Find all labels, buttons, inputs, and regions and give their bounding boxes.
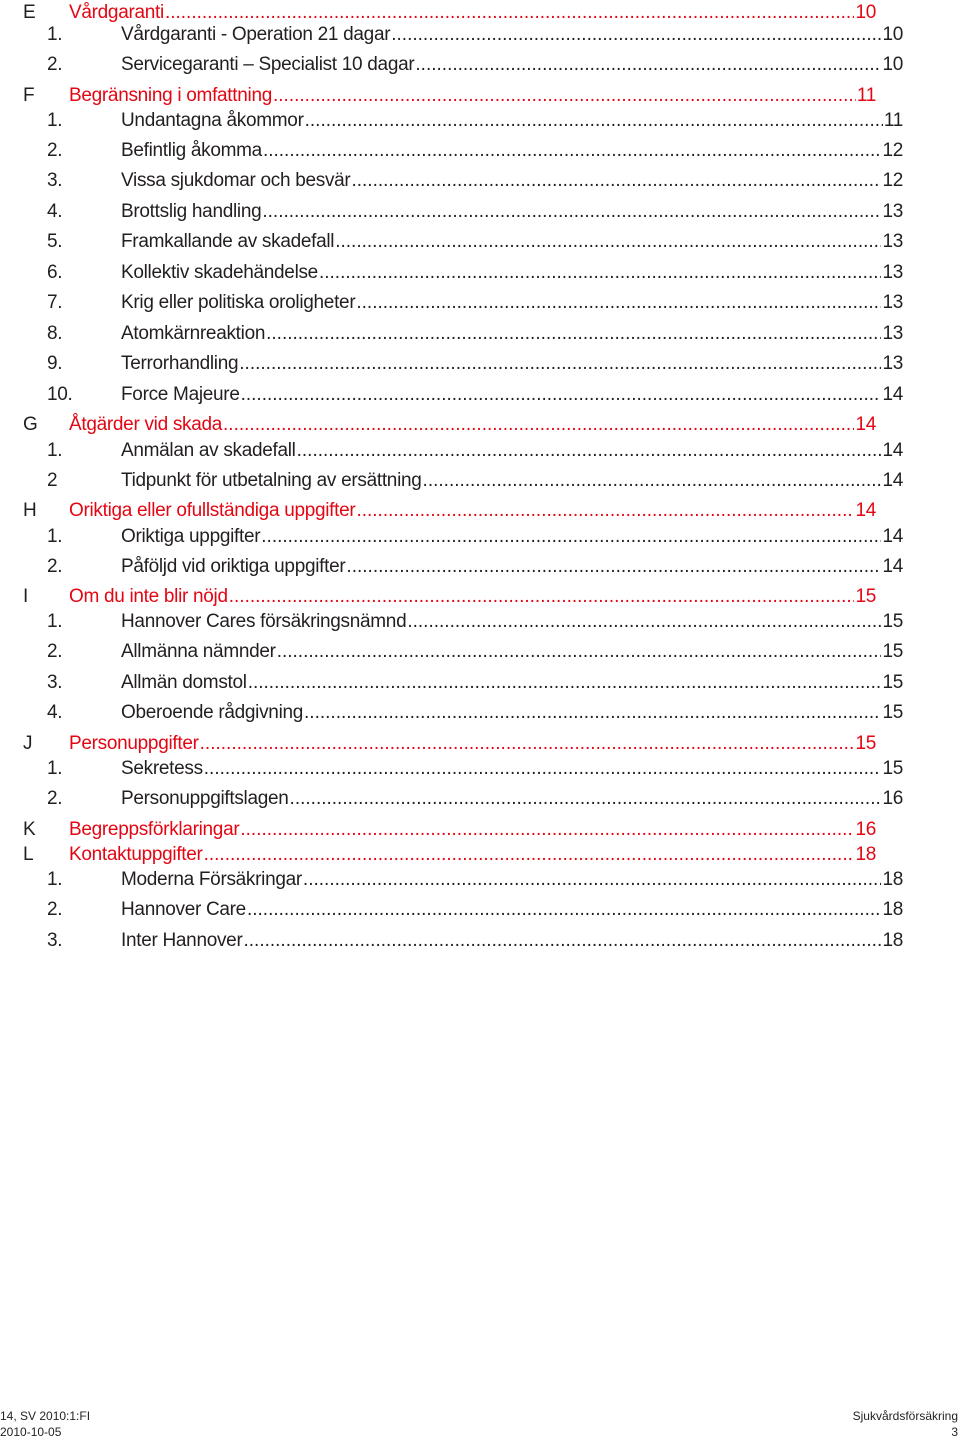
- toc-entry[interactable]: [121, 928, 903, 954]
- dot-leader: [204, 756, 882, 782]
- toc-page-number: 14: [855, 500, 876, 521]
- toc-entry-label: Personuppgifter: [69, 733, 199, 754]
- toc-item-number: 1.: [47, 758, 63, 779]
- dot-leader: [305, 108, 883, 134]
- dot-leader: [304, 700, 881, 726]
- footer-date: 2010-10-05: [0, 1425, 62, 1439]
- toc-entry-label: Om du inte blir nöjd: [69, 586, 228, 607]
- toc-item-number: 1.: [47, 526, 63, 547]
- toc-page-number: 18: [882, 869, 903, 890]
- toc-page-number: 14: [882, 556, 903, 577]
- toc-entry-label: Oriktiga eller ofullständiga uppgifter: [69, 500, 356, 521]
- toc-entry-label: Allmänna nämnder: [121, 641, 276, 662]
- toc-page-number: 16: [882, 788, 903, 809]
- toc-entry[interactable]: [121, 524, 903, 550]
- toc-entry-label: Allmän domstol: [121, 672, 247, 693]
- toc-item-number: 2: [47, 470, 58, 491]
- footer-document-title: Sjukvårdsförsäkring: [852, 1409, 958, 1423]
- toc-entry[interactable]: [121, 554, 903, 580]
- toc-item-number: 1.: [47, 869, 63, 890]
- dot-leader: [223, 412, 854, 438]
- toc-entry-label: Begränsning i omfattning: [69, 85, 272, 106]
- dot-leader: [261, 524, 881, 550]
- toc-entry-label: Tidpunkt för utbetalning av ersättning: [121, 470, 422, 491]
- toc-page-number: 13: [882, 292, 903, 313]
- dot-leader: [351, 168, 881, 194]
- toc-item-number: 2.: [47, 556, 63, 577]
- toc-page-number: 13: [882, 353, 903, 374]
- toc-entry[interactable]: [69, 83, 876, 109]
- footer-page-number: 3: [951, 1425, 958, 1439]
- toc-entry[interactable]: [121, 382, 903, 408]
- footer-document-code: 14, SV 2010:1:FI: [0, 1409, 91, 1423]
- dot-leader: [273, 83, 856, 109]
- dot-leader: [266, 321, 881, 347]
- toc-section-letter: J: [23, 733, 33, 754]
- toc-entry-label: Sekretess: [121, 758, 203, 779]
- toc-item-number: 3.: [47, 170, 63, 191]
- dot-leader: [391, 22, 881, 48]
- toc-section-letter: I: [23, 586, 28, 607]
- toc-entry-label: Undantagna åkommor: [121, 110, 304, 131]
- dot-leader: [423, 468, 882, 494]
- toc-page-number: 13: [882, 231, 903, 252]
- toc-page-number: 10: [855, 2, 876, 23]
- toc-page-number: 15: [882, 611, 903, 632]
- toc-page-number: 13: [882, 201, 903, 222]
- toc-entry-label: Påföljd vid oriktiga uppgifter: [121, 556, 346, 577]
- toc-entry[interactable]: [69, 817, 876, 843]
- toc-entry-label: Oriktiga uppgifter: [121, 526, 261, 547]
- dot-leader: [319, 260, 882, 286]
- toc-entry-label: Vårdgaranti - Operation 21 dagar: [121, 24, 391, 45]
- toc-item-number: 8.: [47, 323, 63, 344]
- toc-page-number: 15: [882, 641, 903, 662]
- toc-item-number: 4.: [47, 201, 63, 222]
- toc-item-number: 1.: [47, 611, 63, 632]
- toc-page-number: 15: [855, 733, 876, 754]
- toc-entry-label: Begreppsförklaringar: [69, 819, 240, 840]
- toc-entry[interactable]: [121, 229, 903, 255]
- toc-item-number: 3.: [47, 930, 63, 951]
- toc-section-letter: K: [23, 819, 36, 840]
- toc-entry-label: Åtgärder vid skada: [69, 414, 223, 435]
- dot-leader: [415, 52, 881, 78]
- toc-page-number: 15: [882, 702, 903, 723]
- dot-leader: [356, 290, 881, 316]
- toc-entry[interactable]: [69, 584, 876, 610]
- dot-leader: [241, 382, 882, 408]
- dot-leader: [277, 639, 882, 665]
- dot-leader: [303, 867, 882, 893]
- toc-entry-label: Framkallande av skadefall: [121, 231, 335, 252]
- dot-leader: [239, 351, 881, 377]
- toc-item-number: 2.: [47, 641, 63, 662]
- toc-entry-label: Brottslig handling: [121, 201, 262, 222]
- dot-leader: [346, 554, 881, 580]
- toc-page-number: 15: [882, 758, 903, 779]
- toc-entry-label: Terrorhandling: [121, 353, 239, 374]
- toc-entry[interactable]: [121, 700, 903, 726]
- toc-entry[interactable]: [121, 786, 903, 812]
- toc-item-number: 4.: [47, 702, 63, 723]
- toc-item-number: 1.: [47, 24, 63, 45]
- toc-entry-label: Hannover Cares försäkringsnämnd: [121, 611, 407, 632]
- dot-leader: [229, 584, 855, 610]
- toc-entry[interactable]: [121, 199, 903, 225]
- toc-entry[interactable]: [121, 351, 903, 377]
- dot-leader: [290, 786, 882, 812]
- toc-page-number: 11: [883, 110, 903, 131]
- toc-page-number: 15: [855, 586, 876, 607]
- toc-entry[interactable]: [121, 438, 903, 464]
- toc-entry[interactable]: [69, 498, 876, 524]
- toc-section-letter: L: [23, 844, 34, 865]
- toc-page-number: 13: [882, 323, 903, 344]
- toc-item-number: 2.: [47, 899, 63, 920]
- toc-page-number: 10: [882, 54, 903, 75]
- toc-entry-label: Personuppgiftslagen: [121, 788, 289, 809]
- toc-page-number: 18: [882, 899, 903, 920]
- dot-leader: [407, 609, 881, 635]
- toc-page-number: 15: [882, 672, 903, 693]
- toc-entry-label: Anmälan av skadefall: [121, 440, 296, 461]
- toc-item-number: 1.: [47, 440, 63, 461]
- toc-item-number: 3.: [47, 672, 63, 693]
- dot-leader: [248, 670, 882, 696]
- dot-leader: [335, 229, 881, 255]
- toc-page-number: 14: [882, 470, 903, 491]
- toc-page-number: 18: [855, 844, 876, 865]
- toc-entry[interactable]: [121, 168, 903, 194]
- toc-entry[interactable]: [121, 321, 903, 347]
- toc-page-number: 14: [882, 440, 903, 461]
- toc-page-number: 13: [882, 262, 903, 283]
- toc-entry-label: Kontaktuppgifter: [69, 844, 203, 865]
- toc-item-number: 9.: [47, 353, 63, 374]
- toc-page-number: 18: [882, 930, 903, 951]
- toc-entry[interactable]: [121, 609, 903, 635]
- toc-item-number: 1.: [47, 110, 63, 131]
- toc-entry-label: Vårdgaranti: [69, 2, 164, 23]
- toc-entry[interactable]: [121, 639, 903, 665]
- dot-leader: [247, 897, 882, 923]
- toc-entry[interactable]: [121, 756, 903, 782]
- toc-item-number: 7.: [47, 292, 63, 313]
- toc-section-letter: G: [23, 414, 38, 435]
- toc-entry[interactable]: [69, 842, 876, 868]
- dot-leader: [243, 928, 881, 954]
- toc-entry[interactable]: [121, 22, 903, 48]
- toc-entry[interactable]: [121, 138, 903, 164]
- toc-entry[interactable]: [121, 670, 903, 696]
- dot-leader: [200, 731, 855, 757]
- toc-entry[interactable]: [121, 468, 903, 494]
- toc-entry-label: Moderna Försäkringar: [121, 869, 302, 890]
- toc-entry-label: Hannover Care: [121, 899, 246, 920]
- toc-entry-label: Force Majeure: [121, 384, 240, 405]
- toc-entry-label: Befintlig åkomma: [121, 140, 262, 161]
- dot-leader: [262, 199, 881, 225]
- toc-entry-label: Oberoende rådgivning: [121, 702, 304, 723]
- toc-item-number: 6.: [47, 262, 63, 283]
- toc-entry-label: Krig eller politiska oroligheter: [121, 292, 356, 313]
- toc-page-number: 14: [855, 414, 876, 435]
- toc-entry[interactable]: [121, 290, 903, 316]
- toc-item-number: 2.: [47, 788, 63, 809]
- toc-page-number: 14: [882, 384, 903, 405]
- toc-section-letter: H: [23, 500, 37, 521]
- toc-page-number: 12: [882, 140, 903, 161]
- toc-item-number: 5.: [47, 231, 63, 252]
- toc-entry-label: Vissa sjukdomar och besvär: [121, 170, 351, 191]
- toc-page-number: 12: [882, 170, 903, 191]
- toc-entry-label: Inter Hannover: [121, 930, 243, 951]
- toc-item-number: 2.: [47, 54, 63, 75]
- toc-entry-label: Servicegaranti – Specialist 10 dagar: [121, 54, 415, 75]
- dot-leader: [297, 438, 882, 464]
- toc-entry[interactable]: [121, 52, 903, 78]
- toc-entry[interactable]: [121, 260, 903, 286]
- toc-entry[interactable]: [69, 731, 876, 757]
- toc-entry-label: Kollektiv skadehändelse: [121, 262, 318, 283]
- dot-leader: [356, 498, 854, 524]
- toc-entry-label: Atomkärnreaktion: [121, 323, 266, 344]
- toc-item-number: 10.: [47, 384, 73, 405]
- toc-entry[interactable]: [121, 108, 903, 134]
- toc-entry[interactable]: [121, 867, 903, 893]
- toc-page-number: 10: [882, 24, 903, 45]
- toc-section-letter: E: [23, 2, 36, 23]
- dot-leader: [204, 842, 855, 868]
- toc-entry[interactable]: [121, 897, 903, 923]
- toc-page-number: 16: [855, 819, 876, 840]
- toc-page-number: 11: [856, 85, 876, 106]
- toc-entry[interactable]: [69, 412, 876, 438]
- toc-item-number: 2.: [47, 140, 63, 161]
- toc-page-number: 14: [882, 526, 903, 547]
- dot-leader: [263, 138, 882, 164]
- dot-leader: [240, 817, 854, 843]
- toc-section-letter: F: [23, 85, 35, 106]
